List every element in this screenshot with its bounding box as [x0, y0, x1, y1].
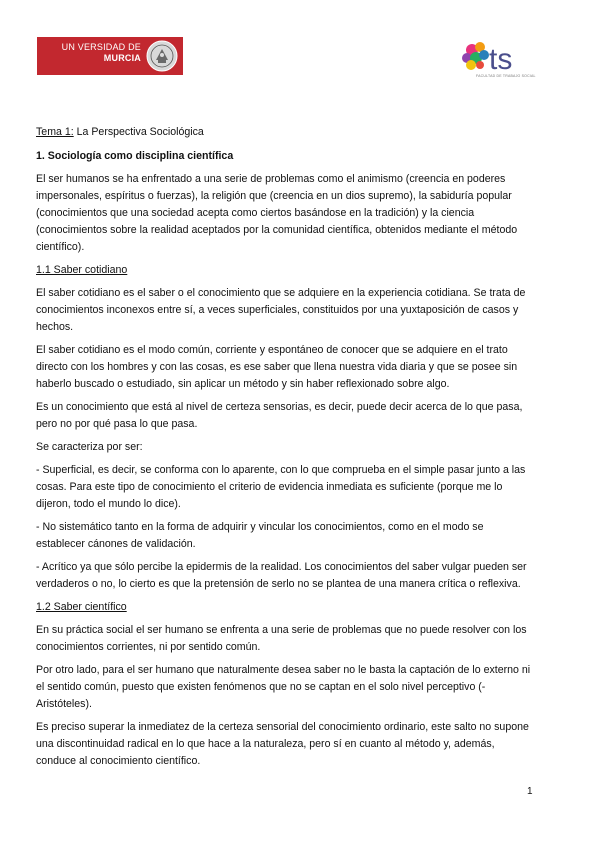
paragraph: Se caracteriza por ser: [36, 441, 143, 453]
paragraph: Por otro lado, para el ser humano que naturalmente desea saber no le basta la captación de lo externo ni el sentido común, puesto que existen fenómenos que no se captan en el solo nivel perceptivo (-Aristóteles). [36, 664, 531, 710]
university-seal-icon [146, 40, 178, 72]
faculty-logo-caption: FACULTAD DE TRABAJO SOCIAL [476, 74, 536, 78]
topic-label: Tema 1: [36, 126, 74, 138]
paragraph: Es preciso superar la inmediatez de la certeza sensorial del conocimiento ordinario, este salto no supone una discontinuidad radical en lo que hace a la naturaleza, pero sí en cuanto al método y, además, conduce al conocimiento científico. [36, 721, 529, 767]
paragraph: En su práctica social el ser humano se enfrenta a una serie de problemas que no puede resolver con los conocimientos corrientes, ni por sentido común. [36, 624, 527, 653]
paragraph-intro: El ser humanos se ha enfrentado a una serie de problemas como el animismo (creencia en poderes impersonales, espíritus o fuerzas), la religión que (creencia en un dios supremo), la sabiduría popular (conocimientos que una sociedad acepta como ciertos basándose en la tradición) y la ciencia (conocimientos sobre la realidad aceptados por la comunidad científica, obtenidos mediante el método científico). [36, 173, 518, 253]
paragraph: Es un conocimiento que está al nivel de certeza sensorias, es decir, puede decir acerca de lo que pasa, pero no por qué pasa lo que pasa. [36, 401, 523, 430]
page-number: 1 [527, 786, 533, 797]
university-name [53, 42, 141, 64]
topic-name: La Perspectiva Sociológica [73, 126, 204, 138]
topic-title [36, 124, 534, 141]
university-logo [37, 37, 183, 75]
section-heading: 1. Sociología como disciplina científica [36, 150, 234, 162]
list-item: - Acrítico ya que sólo percibe la epidermis de la realidad. Los conocimientos del saber vulgar pueden ser verdaderos o no, lo cierto es que la pretensión de serlo no se plantea de una manera crítica o reflexiva. [36, 561, 527, 590]
paragraph: El saber cotidiano es el saber o el conocimiento que se adquiere en la experiencia cotidiana. Se trata de conocimientos inconexos entre sí, a veces superficiales, constituidos por una yuxtaposición de casos y hechos. [36, 287, 526, 333]
document-body [36, 124, 534, 776]
paragraph: El saber cotidiano es el modo común, corriente y espontáneo de conocer que se adquiere en el trato directo con los hombres y con las cosas, es ese saber que llena nuestra vida diaria y que se posee sin haberlo buscado o estudiado, sin aplicar un método y sin haber reflexionado sobre algo. [36, 344, 518, 390]
list-item: - Superficial, es decir, se conforma con lo aparente, con lo que comprueba en el simple pasar junto a las cosas. Para este tipo de conocimiento el criterio de evidencia inmediata es suficiente (porque me lo dijeron, todo el mundo lo dice). [36, 464, 526, 510]
subsection-heading-saber-cotidiano: 1.1 Saber cotidiano [36, 264, 128, 276]
faculty-logo-icon [458, 36, 548, 88]
university-name-line1: UN VERSIDAD DE [61, 42, 141, 52]
list-item: - No sistemático tanto en la forma de adquirir y vincular los conocimientos, como en el modo se establecer cánones de validación. [36, 521, 484, 550]
subsection-heading-saber-cientifico: 1.2 Saber científico [36, 601, 127, 613]
faculty-logo-mark: ts [489, 43, 513, 76]
university-name-line2: MURCIA [103, 53, 141, 63]
